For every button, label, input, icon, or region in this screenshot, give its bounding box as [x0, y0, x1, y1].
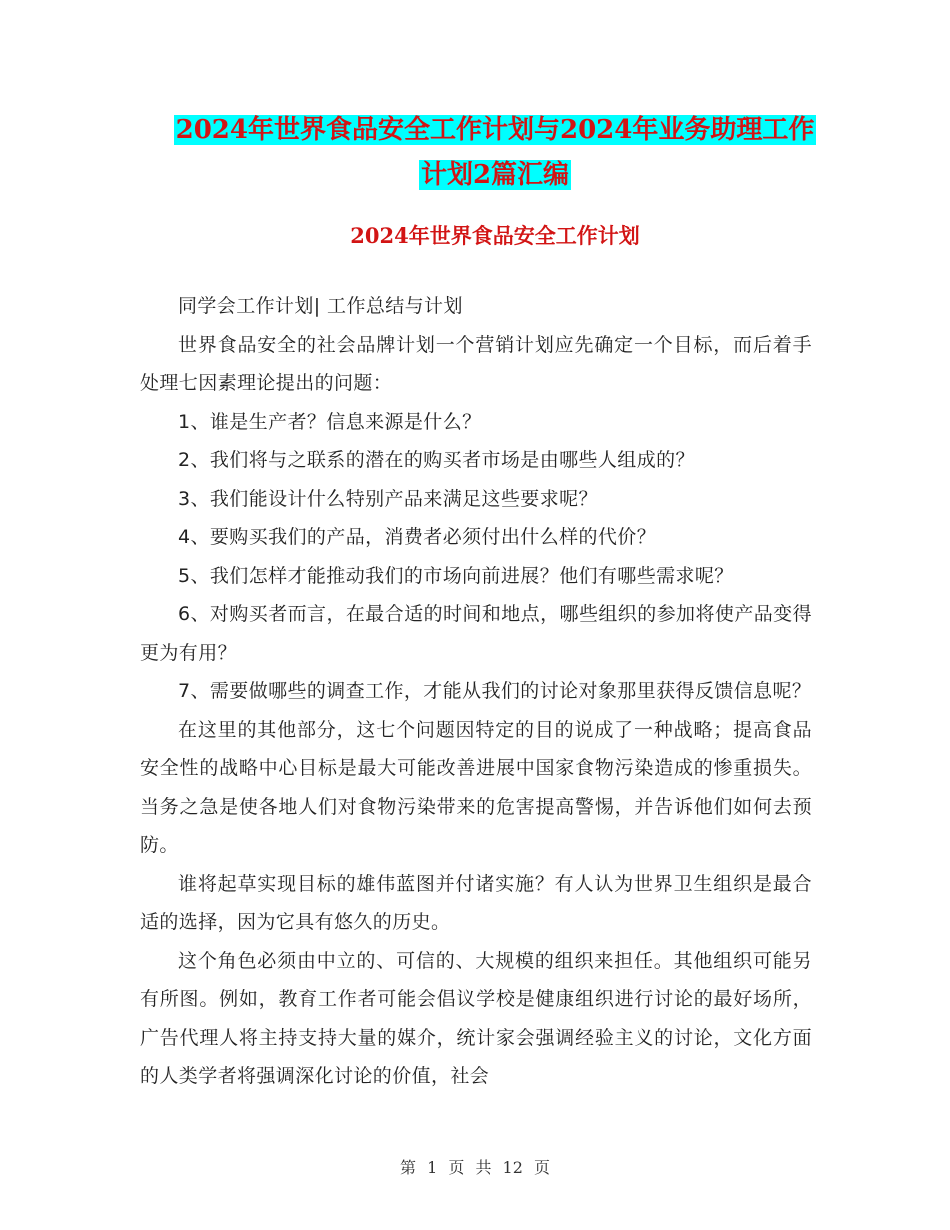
paragraph: 谁将起草实现目标的雄伟蓝图并付诸实施？有人认为世界卫生组织是最合适的选择，因为它具有悠久的历史。: [140, 872, 812, 933]
list-item: 3、我们能设计什么特别产品来满足这些要求呢？: [178, 487, 598, 510]
paragraph: 这个角色必须由中立的、可信的、大规模的组织来担任。其他组织可能另有所图。例如，教育工作者可能会倡议学校是健康组织进行讨论的最好场所，广告代理人将主持支持大量的媒介，统计家会强调经验主义的讨论，文化方面的人类学者将强调深化讨论的价值，社会: [140, 949, 812, 1087]
list-item: 4、要购买我们的产品，消费者必须付出什么样的代价？: [178, 526, 657, 548]
paragraph: 同学会工作计划| 工作总结与计划: [178, 295, 463, 317]
document-title-line1: 2024年世界食品安全工作计划与2024年业务助理工作: [175, 115, 815, 145]
paragraph: 在这里的其他部分，这七个问题因特定的目的说成了一种战略；提高食品安全性的战略中心目标是最大可能改善进展中国家食物污染造成的惨重损失。当务之急是使各地人们对食物污染带来的危害提高警惕，并告诉他们如何去预防。: [140, 718, 812, 856]
page-number: 第 1 页 共 12 页: [400, 1158, 550, 1177]
list-item: 7、需要做哪些的调查工作，才能从我们的讨论对象那里获得反馈信息呢？: [178, 680, 812, 702]
document-title: [140, 108, 850, 198]
paragraph: 世界食品安全的社会品牌计划一个营销计划应先确定一个目标，而后着手处理七因素理论提出的问题：: [140, 333, 812, 394]
list-item: 2、我们将与之联系的潜在的购买者市场是由哪些人组成的？: [178, 449, 695, 471]
list-item: 1、谁是生产者？信息来源是什么？: [178, 410, 482, 433]
list-item: 6、对购买者而言，在最合适的时间和地点，哪些组织的参加将使产品变得更为有用？: [140, 603, 812, 664]
document-body: [140, 287, 812, 1096]
document-title-line2: 计划2篇汇编: [420, 160, 570, 190]
list-item: 5、我们怎样才能推动我们的市场向前进展？他们有哪些需求呢？: [178, 564, 734, 587]
section-title: 2024年世界食品安全工作计划: [350, 223, 640, 248]
